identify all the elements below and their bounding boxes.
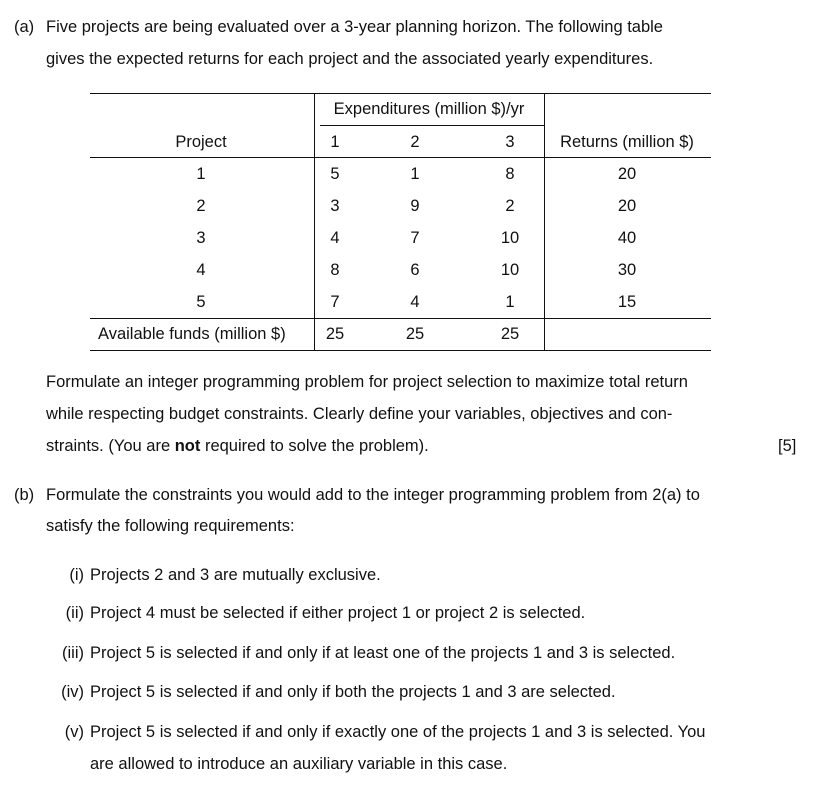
part-b-intro-line2: satisfy the following requirements:	[46, 517, 295, 535]
project-cell: 4	[196, 261, 206, 279]
year-3-cell: 8	[505, 165, 515, 183]
funds-year-2: 25	[405, 325, 425, 343]
part-b-label: (b)	[14, 486, 35, 504]
part-a-intro-line1: Five projects are being evaluated over a 3-year planning horizon. The following table	[46, 18, 663, 36]
item-text: Project 4 must be selected if either project 1 or project 2 is selected.	[90, 604, 586, 622]
funds-label: Available funds (million $)	[98, 325, 286, 343]
project-cell: 3	[196, 229, 206, 247]
item-number: (iii)	[62, 644, 84, 662]
item-number: (v)	[64, 723, 84, 741]
year-2-cell: 1	[410, 165, 420, 183]
item-text: Project 5 is selected if and only if at least one of the projects 1 and 3 is selected.	[90, 644, 676, 662]
marks: [5]	[778, 437, 797, 455]
returns-cell: 20	[617, 197, 637, 215]
year-3-cell: 10	[500, 229, 520, 247]
year-1-cell: 5	[330, 165, 340, 183]
table-right-divider	[544, 93, 545, 350]
year-2-cell: 4	[410, 293, 420, 311]
funds-top-rule	[90, 318, 711, 319]
table-left-divider	[314, 93, 315, 350]
year-1-cell: 3	[330, 197, 340, 215]
year-3-header: 3	[505, 133, 515, 151]
funds-year-3: 25	[500, 325, 520, 343]
task-line3-pre: straints. (You are	[46, 437, 175, 455]
returns-cell: 15	[617, 293, 637, 311]
year-1-cell: 7	[330, 293, 340, 311]
year-3-cell: 1	[505, 293, 515, 311]
returns-cell: 40	[617, 229, 637, 247]
item-text: Projects 2 and 3 are mutually exclusive.	[90, 566, 381, 584]
expenditures-header: Expenditures (million $)/yr	[333, 100, 525, 118]
part-a-intro-line2: gives the expected returns for each project and the associated yearly expenditures.	[46, 50, 654, 68]
part-a-task-line1: Formulate an integer programming problem for project selection to maximize total return	[46, 373, 688, 391]
item-text: Project 5 is selected if and only if exactly one of the projects 1 and 3 is selected. You	[90, 723, 706, 741]
returns-cell: 20	[617, 165, 637, 183]
year-3-cell: 2	[505, 197, 515, 215]
task-line3-post: required to solve the problem).	[200, 437, 429, 455]
part-a-task-line3	[46, 436, 429, 456]
part-b-intro-line1: Formulate the constraints you would add to the integer programming problem from 2(a) to	[46, 486, 700, 504]
project-cell: 1	[196, 165, 206, 183]
returns-cell: 30	[617, 261, 637, 279]
expenditure-group-rule	[320, 125, 544, 126]
year-2-cell: 7	[410, 229, 420, 247]
item-number: (i)	[69, 566, 84, 584]
year-2-cell: 9	[410, 197, 420, 215]
item-number: (iv)	[61, 683, 84, 701]
year-1-header: 1	[330, 133, 340, 151]
funds-year-1: 25	[325, 325, 345, 343]
item-text-continuation: are allowed to introduce an auxiliary variable in this case.	[90, 755, 508, 773]
item-number: (ii)	[65, 604, 84, 622]
project-cell: 2	[196, 197, 206, 215]
part-a-task-line2: while respecting budget constraints. Clearly define your variables, objectives and con-	[46, 405, 673, 423]
year-2-cell: 6	[410, 261, 420, 279]
year-3-cell: 10	[500, 261, 520, 279]
table-bottom-rule	[90, 350, 711, 351]
project-header: Project	[175, 133, 227, 151]
year-2-header: 2	[410, 133, 420, 151]
project-cell: 5	[196, 293, 206, 311]
item-text: Project 5 is selected if and only if both the projects 1 and 3 are selected.	[90, 683, 616, 701]
year-1-cell: 8	[330, 261, 340, 279]
year-1-cell: 4	[330, 229, 340, 247]
returns-header: Returns (million $)	[560, 133, 694, 151]
part-a-label: (a)	[14, 18, 35, 36]
table-top-rule	[90, 93, 711, 94]
task-line3-bold: not	[174, 437, 201, 455]
header-bottom-rule	[90, 157, 711, 158]
